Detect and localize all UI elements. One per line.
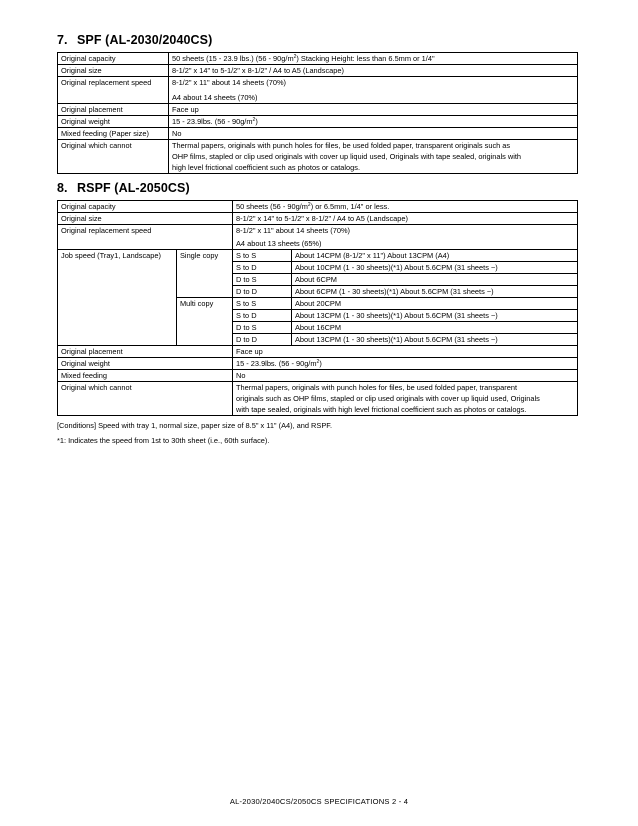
speed-mode: D to S bbox=[233, 274, 292, 286]
rspf-cannot-value: Thermal papers, originals with punch holes for files, be used folded paper, transparent originals such as OHP films, stapled or clip used originals with cover up liquid used, Originals with tape sealed, originals with high level frictional coefficient such as photos or catalogs. bbox=[233, 382, 578, 416]
rspf-mixed-value: No bbox=[233, 370, 578, 382]
rspf-single-copy-label: Single copy bbox=[177, 250, 233, 298]
speed-mode: S to S bbox=[233, 298, 292, 310]
rspf-job-speed-label: Job speed (Tray1, Landscape) bbox=[58, 250, 177, 346]
speed-value: About 6CPM (1 - 30 sheets)(*1) About 5.6CPM (31 sheets ~) bbox=[292, 286, 578, 298]
rspf-weight-label: Original weight bbox=[58, 358, 233, 370]
speed-value: About 10CPM (1 - 30 sheets)(*1) About 5.6CPM (31 sheets ~) bbox=[292, 262, 578, 274]
table-row bbox=[58, 213, 578, 225]
rspf-placement-label: Original placement bbox=[58, 346, 233, 358]
speed-value: About 20CPM bbox=[292, 298, 578, 310]
table-row bbox=[58, 65, 578, 77]
rspf-spec-table bbox=[57, 200, 578, 416]
conditions-note: [Conditions] Speed with tray 1, normal size, paper size of 8.5" x 11" (A4), and RSPF. bbox=[57, 421, 333, 430]
table-row bbox=[58, 104, 578, 116]
spf-placement-label: Original placement bbox=[58, 104, 169, 116]
speed-mode: S to D bbox=[233, 262, 292, 274]
table-row bbox=[58, 225, 578, 250]
speed-mode: D to D bbox=[233, 334, 292, 346]
speed-mode: S to D bbox=[233, 310, 292, 322]
table-row bbox=[58, 382, 578, 416]
speed-mode: D to S bbox=[233, 322, 292, 334]
rspf-capacity-label: Original capacity bbox=[58, 201, 233, 213]
spf-capacity-label: Original capacity bbox=[58, 53, 169, 65]
spf-mixed-label: Mixed feeding (Paper size) bbox=[58, 128, 169, 140]
rspf-placement-value: Face up bbox=[233, 346, 578, 358]
spf-capacity-value: 50 sheets (15 - 23.9 lbs.) $(56 - 90g/m^2)$ Stacking Height: less than 6.5mm or 1/4" bbox=[169, 53, 578, 65]
spf-weight-value: 15 - 23.9lbs. $(56 - 90g/m^2)$ bbox=[169, 116, 578, 128]
spf-replacement-value: 8-1/2" x 11" about 14 sheets (70%) A4 about 14 sheets (70%) bbox=[169, 77, 578, 104]
spf-size-label: Original size bbox=[58, 65, 169, 77]
footnote: *1: Indicates the speed from 1st to 30th sheet (i.e., 60th surface). bbox=[57, 436, 270, 445]
rspf-mixed-label: Mixed feeding bbox=[58, 370, 233, 382]
spf-mixed-value: No bbox=[169, 128, 578, 140]
section-title-rspf: 8. RSPF (AL-2050CS) bbox=[57, 181, 190, 195]
rspf-replacement-value: 8-1/2" x 11" about 14 sheets (70%) A4 about 13 sheets (65%) bbox=[233, 225, 578, 250]
table-row bbox=[58, 358, 578, 370]
spf-weight-label: Original weight bbox=[58, 116, 169, 128]
table-row bbox=[58, 370, 578, 382]
rspf-weight-value: 15 - 23.9lbs. $(56 - 90g/m^2)$ bbox=[233, 358, 578, 370]
speed-value: About 14CPM (8-1/2" x 11") About 13CPM (A4) bbox=[292, 250, 578, 262]
spf-placement-value: Face up bbox=[169, 104, 578, 116]
speed-mode: S to S bbox=[233, 250, 292, 262]
rspf-size-label: Original size bbox=[58, 213, 233, 225]
page-footer: AL-2030/2040CS/2050CS SPECIFICATIONS 2 - 4 bbox=[229, 797, 409, 806]
table-row bbox=[58, 140, 578, 174]
table-row bbox=[58, 346, 578, 358]
speed-value: About 6CPM bbox=[292, 274, 578, 286]
spf-size-value: 8-1/2" x 14" to 5-1/2" x 8-1/2" / A4 to A5 (Landscape) bbox=[169, 65, 578, 77]
rspf-size-value: 8-1/2" x 14" to 5-1/2" x 8-1/2" / A4 to A5 (Landscape) bbox=[233, 213, 578, 225]
speed-value: About 13CPM (1 - 30 sheets)(*1) About 5.6CPM (31 sheets ~) bbox=[292, 334, 578, 346]
spf-cannot-value: Thermal papers, originals with punch holes for files, be used folded paper, transparent originals such as OHP films, stapled or clip used originals with cover up liquid used, Originals with tape sealed, originals with high level frictional coefficient such as photos or catalogs. bbox=[169, 140, 578, 174]
rspf-replacement-label: Original replacement speed bbox=[58, 225, 233, 250]
rspf-cannot-label: Original which cannot bbox=[58, 382, 233, 416]
speed-mode: D to D bbox=[233, 286, 292, 298]
table-row bbox=[58, 201, 578, 213]
spf-spec-table bbox=[57, 52, 578, 174]
table-row bbox=[58, 77, 578, 104]
section-title-spf: 7. SPF (AL-2030/2040CS) bbox=[57, 33, 213, 47]
rspf-capacity-value: 50 sheets $(56 - 90g/m^2)$ or 6.5mm, 1/4" or less. bbox=[233, 201, 578, 213]
speed-value: About 16CPM bbox=[292, 322, 578, 334]
table-row bbox=[58, 53, 578, 65]
rspf-multi-copy-label: Multi copy bbox=[177, 298, 233, 346]
spf-replacement-label: Original replacement speed bbox=[58, 77, 169, 104]
speed-value: About 13CPM (1 - 30 sheets)(*1) About 5.6CPM (31 sheets ~) bbox=[292, 310, 578, 322]
table-row bbox=[58, 128, 578, 140]
spf-cannot-label: Original which cannot bbox=[58, 140, 169, 174]
table-row bbox=[58, 116, 578, 128]
table-row bbox=[58, 250, 578, 262]
